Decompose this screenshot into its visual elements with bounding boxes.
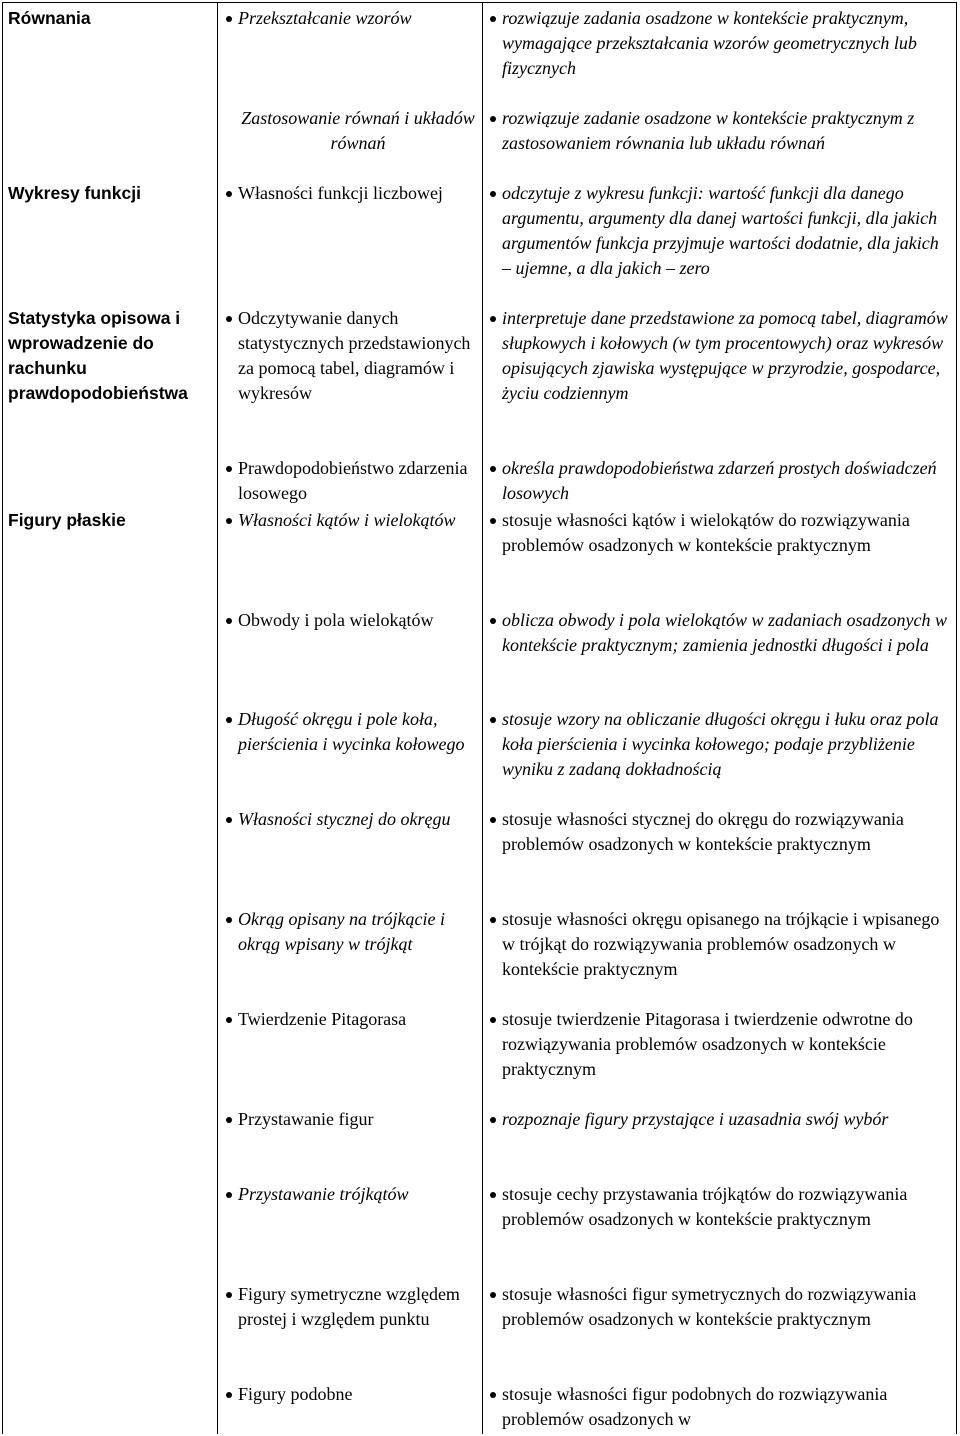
content-item: Własności kątów i wielokątów <box>226 508 478 533</box>
bullet-icon <box>226 1392 232 1398</box>
requirement-item: oblicza obwody i pola wielokątów w zadaniach osadzonych w kontekście praktycznym; zamienia jednostki długości i pola <box>490 608 952 658</box>
content-item: Przystawanie figur <box>226 1107 478 1132</box>
bullet-icon <box>490 917 496 923</box>
bullet-icon <box>226 1117 232 1123</box>
bullet-icon <box>490 16 496 22</box>
column-divider <box>482 2 483 1434</box>
content-item: Przekształcanie wzorów <box>226 6 478 31</box>
requirement-item: określa prawdopodobieństwa zdarzeń prostych doświadczeń losowych <box>490 456 952 506</box>
topic-rownania: Równania <box>8 8 91 28</box>
requirement-item: stosuje wzory na obliczanie długości okręgu i łuku oraz pola koła pierścienia i wycinka kołowego; podaje przybliżenie wyniku z zadaną dokładnością <box>490 707 952 782</box>
bullet-icon <box>226 466 232 472</box>
bullet-icon <box>226 1017 232 1023</box>
content-item: Zastosowanie równań i układów równań <box>241 108 475 153</box>
bullet-icon <box>490 518 496 524</box>
bullet-icon <box>226 16 232 22</box>
bullet-icon <box>226 717 232 723</box>
requirement-item: stosuje własności figur symetrycznych do rozwiązywania problemów osadzonych w kontekście praktycznym <box>490 1282 952 1332</box>
bullet-icon <box>490 618 496 624</box>
content-item: Odczytywanie danych statystycznych przedstawionych za pomocą tabel, diagramów i wykresów <box>226 306 478 406</box>
content-item: Twierdzenie Pitagorasa <box>226 1007 478 1032</box>
bullet-icon <box>490 817 496 823</box>
content-item: Obwody i pola wielokątów <box>226 608 478 633</box>
topic-wykresy-funkcji: Wykresy funkcji <box>8 183 141 203</box>
content-item: Prawdopodobieństwo zdarzenia losowego <box>226 456 478 506</box>
bullet-icon <box>490 116 496 122</box>
bullet-icon <box>490 1117 496 1123</box>
content-item: Figury symetryczne względem prostej i względem punktu <box>226 1282 478 1332</box>
bullet-icon <box>226 191 232 197</box>
bullet-icon <box>490 466 496 472</box>
requirement-item: stosuje cechy przystawania trójkątów do rozwiązywania problemów osadzonych w kontekście praktycznym <box>490 1182 952 1232</box>
bullet-icon <box>226 1292 232 1298</box>
requirement-item: interpretuje dane przedstawione za pomocą tabel, diagramów słupkowych i kołowych (w tym procentowych) oraz wykresów opisujących zjawiska występujące w przyrodzie, gospodarce, życiu codziennym <box>490 306 952 406</box>
requirement-item: stosuje twierdzenie Pitagorasa i twierdzenie odwrotne do rozwiązywania problemów osadzonych w kontekście praktycznym <box>490 1007 952 1082</box>
content-item: Okrąg opisany na trójkącie i okrąg wpisany w trójkąt <box>226 907 478 957</box>
column-divider <box>217 2 218 1434</box>
bullet-icon <box>490 191 496 197</box>
bullet-icon <box>490 717 496 723</box>
bullet-icon <box>226 316 232 322</box>
requirement-item: rozwiązuje zadanie osadzone w kontekście praktycznym z zastosowaniem równania lub układu równań <box>490 106 952 156</box>
requirement-item: rozwiązuje zadania osadzone w kontekście praktycznym, wymagające przekształcania wzorów geometrycznych lub fizycznych <box>490 6 952 81</box>
bullet-icon <box>490 316 496 322</box>
bullet-icon <box>490 1017 496 1023</box>
bullet-icon <box>226 917 232 923</box>
requirement-item: stosuje własności stycznej do okręgu do rozwiązywania problemów osadzonych w kontekście praktycznym <box>490 807 952 857</box>
requirement-item: stosuje własności kątów i wielokątów do rozwiązywania problemów osadzonych w kontekście praktycznym <box>490 508 952 558</box>
bullet-icon <box>226 817 232 823</box>
content-item: Długość okręgu i pole koła, pierścienia i wycinka kołowego <box>226 707 478 757</box>
requirement-item: stosuje własności figur podobnych do rozwiązywania problemów osadzonych w <box>490 1382 952 1432</box>
bullet-icon <box>490 1392 496 1398</box>
bullet-icon <box>490 1192 496 1198</box>
content-item: Przystawanie trójkątów <box>226 1182 478 1207</box>
content-item: Własności funkcji liczbowej <box>226 181 478 206</box>
requirement-item: odczytuje z wykresu funkcji: wartość funkcji dla danego argumentu, argumenty dla danej wartości funkcji, dla jakich argumentów funkcja przyjmuje wartości dodatnie, dla jakich – ujemne, a dla jakich – zero <box>490 181 952 281</box>
topic-statystyka: Statystyka opisowa i wprowadzenie do rachunku prawdopodobieństwa <box>8 308 188 403</box>
requirement-item: stosuje własności okręgu opisanego na trójkącie i wpisanego w trójkąt do rozwiązywania problemów osadzonych w kontekście praktycznym <box>490 907 952 982</box>
bullet-icon <box>226 518 232 524</box>
bullet-icon <box>226 618 232 624</box>
requirement-item: rozpoznaje figury przystające i uzasadnia swój wybór <box>490 1107 952 1132</box>
bullet-icon <box>226 1192 232 1198</box>
content-item: Figury podobne <box>226 1382 478 1407</box>
topic-figury-plaskie: Figury płaskie <box>8 510 126 530</box>
bullet-icon <box>490 1292 496 1298</box>
content-item: Własności stycznej do okręgu <box>226 807 478 832</box>
